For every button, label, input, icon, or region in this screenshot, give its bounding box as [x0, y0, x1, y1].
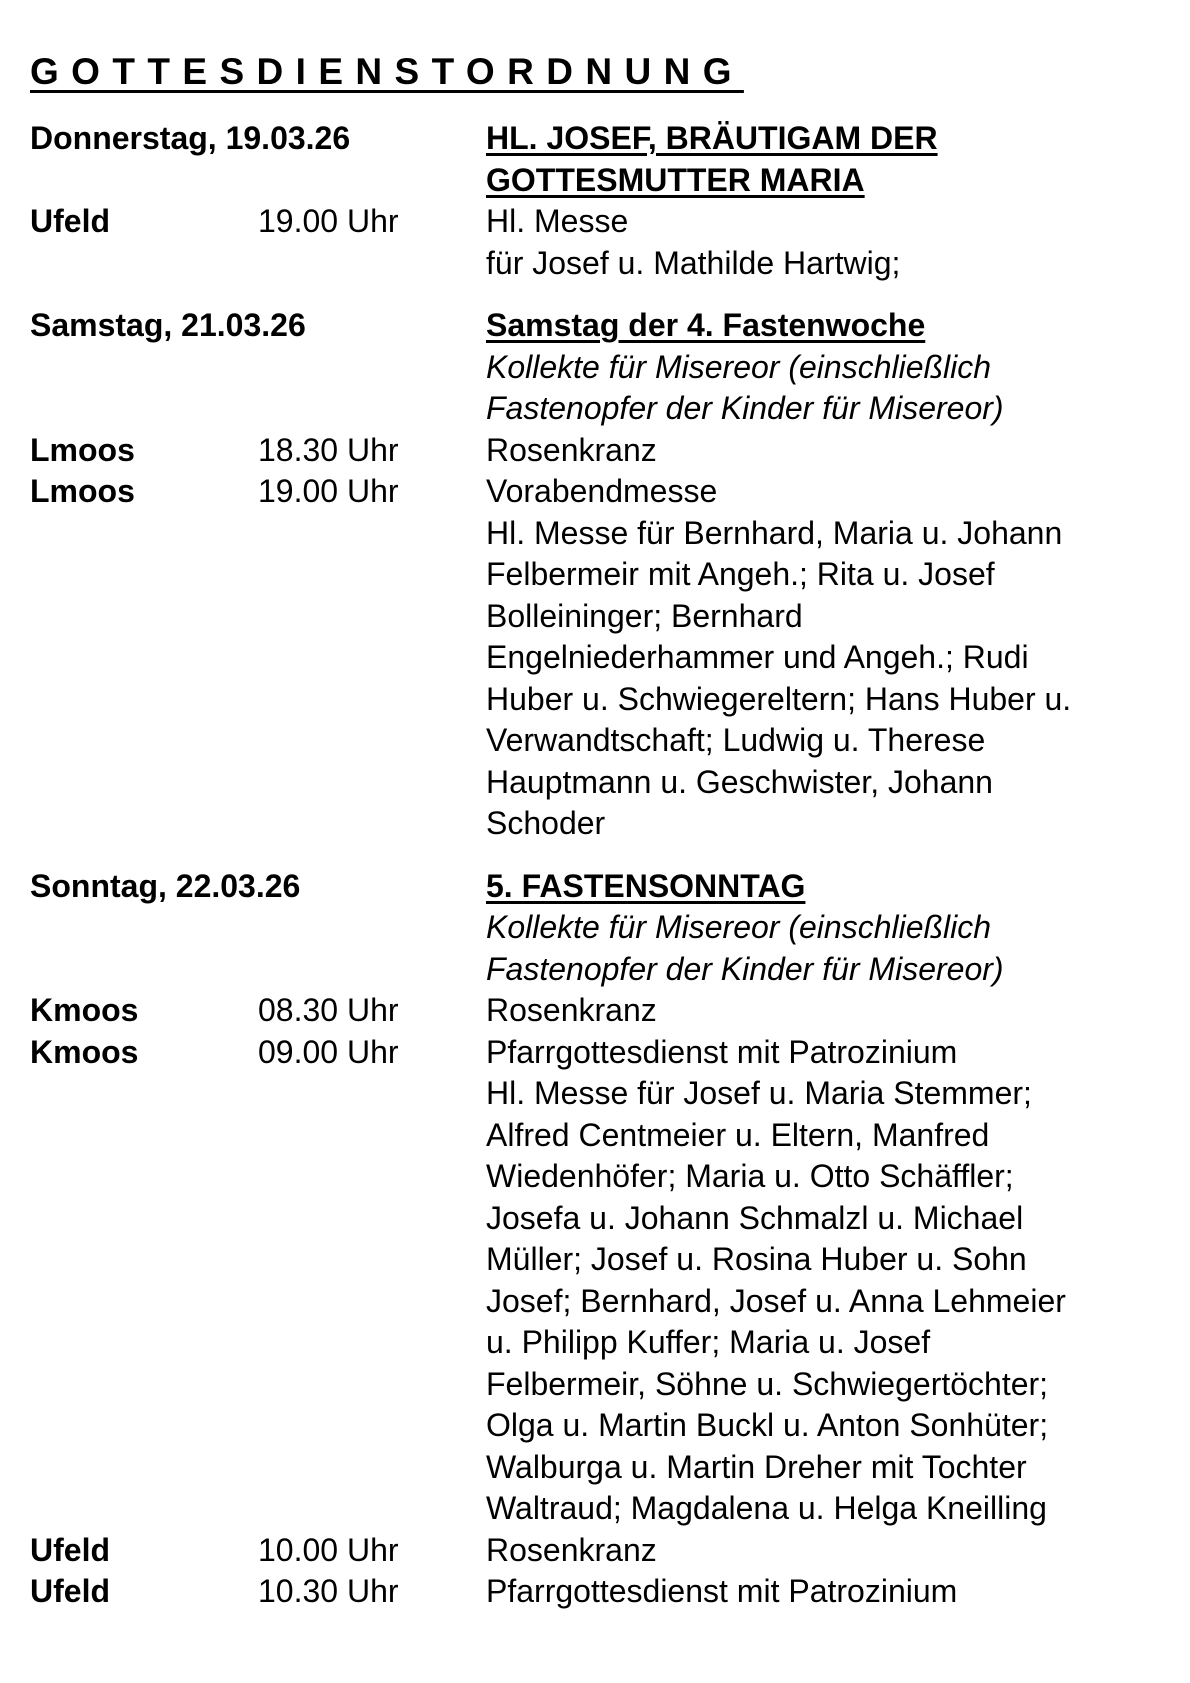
service-line: Waltraud; Magdalena u. Helga Kneilling — [486, 1490, 1047, 1526]
day-date: Donnerstag, 19.03.26 — [30, 120, 351, 156]
service-place: Lmoos — [30, 431, 135, 468]
section-gap — [30, 284, 1170, 305]
service-description — [486, 990, 1170, 1032]
feast-title-line: 5. FASTENSONNTAG — [486, 867, 806, 904]
service-line: Pfarrgottesdienst mit Patrozinium — [486, 1573, 958, 1609]
service-entry — [30, 1032, 1170, 1530]
service-line: Josefa u. Johann Schmalzl u. Michael — [486, 1199, 1024, 1236]
service-entry — [30, 1530, 1170, 1572]
service-line: Rosenkranz — [486, 992, 657, 1028]
service-time: 18.30 Uhr — [258, 431, 399, 468]
feast-title-line: HL. JOSEF, BRÄUTIGAM DER — [486, 120, 938, 156]
service-line: Vorabendmesse — [486, 473, 718, 509]
service-line: Bolleininger; Bernhard — [486, 597, 803, 634]
service-place: Kmoos — [30, 1033, 139, 1070]
service-entry — [30, 201, 1170, 284]
collection-note-line: Kollekte für Misereor (einschließlich — [486, 348, 992, 385]
service-line: für Josef u. Mathilde Hartwig; — [486, 244, 901, 281]
page-title: GOTTESDIENSTORDNUNG — [30, 51, 744, 92]
service-time: 19.00 Uhr — [258, 473, 399, 509]
feast-block — [486, 866, 1170, 991]
service-line: Walburga u. Martin Dreher mit Tochter — [486, 1448, 1027, 1485]
collection-note-line: Fastenopfer der Kinder für Misereor) — [486, 390, 1004, 426]
day-section-samstag — [30, 305, 1170, 845]
service-entry — [30, 471, 1170, 845]
service-line: u. Philipp Kuffer; Maria u. Josef — [486, 1324, 931, 1360]
feast-title-line: GOTTESMUTTER MARIA — [486, 161, 865, 198]
service-line: Schoder — [486, 805, 606, 841]
service-description — [486, 1032, 1170, 1530]
collection-note-line: Kollekte für Misereor (einschließlich — [486, 909, 992, 945]
day-section-donnerstag — [30, 118, 1170, 284]
service-line: Huber u. Schwiegereltern; Hans Huber u. — [486, 680, 1072, 717]
service-line: Hl. Messe für Josef u. Maria Stemmer; — [486, 1075, 1032, 1111]
day-section-sonntag — [30, 866, 1170, 1613]
day-header — [30, 866, 1170, 991]
day-header — [30, 305, 1170, 430]
service-line: Engelniederhammer und Angeh.; Rudi — [486, 639, 1029, 675]
service-line: Hauptmann u. Geschwister, Johann — [486, 763, 993, 800]
service-place: Kmoos — [30, 992, 139, 1028]
service-line: Pfarrgottesdienst mit Patrozinium — [486, 1033, 958, 1070]
feast-title — [486, 118, 1170, 201]
service-description — [486, 201, 1170, 284]
service-line: Müller; Josef u. Rosina Huber u. Sohn — [486, 1241, 1027, 1277]
collection-note-line: Fastenopfer der Kinder für Misereor) — [486, 950, 1004, 987]
service-line: Wiedenhöfer; Maria u. Otto Schäffler; — [486, 1158, 1014, 1194]
service-time: 10.30 Uhr — [258, 1573, 399, 1609]
service-place: Ufeld — [30, 203, 110, 239]
day-date: Sonntag, 22.03.26 — [30, 867, 301, 904]
service-description — [486, 471, 1170, 845]
service-time: 09.00 Uhr — [258, 1033, 399, 1070]
service-place: Lmoos — [30, 473, 135, 509]
service-entry — [30, 990, 1170, 1032]
service-description — [486, 1530, 1170, 1572]
service-line: Hl. Messe — [486, 203, 629, 239]
service-line: Rosenkranz — [486, 431, 657, 468]
service-time: 08.30 Uhr — [258, 992, 399, 1028]
service-place: Ufeld — [30, 1531, 110, 1568]
service-line: Felbermeir mit Angeh.; Rita u. Josef — [486, 556, 995, 592]
service-line: Alfred Centmeier u. Eltern, Manfred — [486, 1116, 990, 1153]
day-date: Samstag, 21.03.26 — [30, 307, 306, 343]
feast-title-line: Samstag der 4. Fastenwoche — [486, 307, 926, 343]
document-page — [30, 48, 1170, 1613]
service-time: 19.00 Uhr — [258, 203, 399, 239]
service-line: Verwandtschaft; Ludwig u. Therese — [486, 722, 986, 758]
service-line: Josef; Bernhard, Josef u. Anna Lehmeier — [486, 1282, 1066, 1319]
service-place: Ufeld — [30, 1573, 110, 1609]
service-line: Olga u. Martin Buckl u. Anton Sonhüter; — [486, 1407, 1049, 1443]
service-description — [486, 1571, 1170, 1613]
day-header — [30, 118, 1170, 201]
service-entry — [30, 1571, 1170, 1613]
service-time: 10.00 Uhr — [258, 1531, 399, 1568]
service-line: Rosenkranz — [486, 1531, 657, 1568]
service-description — [486, 430, 1170, 472]
service-entry — [30, 430, 1170, 472]
service-line: Hl. Messe für Bernhard, Maria u. Johann — [486, 514, 1063, 551]
section-gap — [30, 845, 1170, 866]
service-line: Felbermeir, Söhne u. Schwiegertöchter; — [486, 1365, 1049, 1402]
feast-block — [486, 305, 1170, 430]
